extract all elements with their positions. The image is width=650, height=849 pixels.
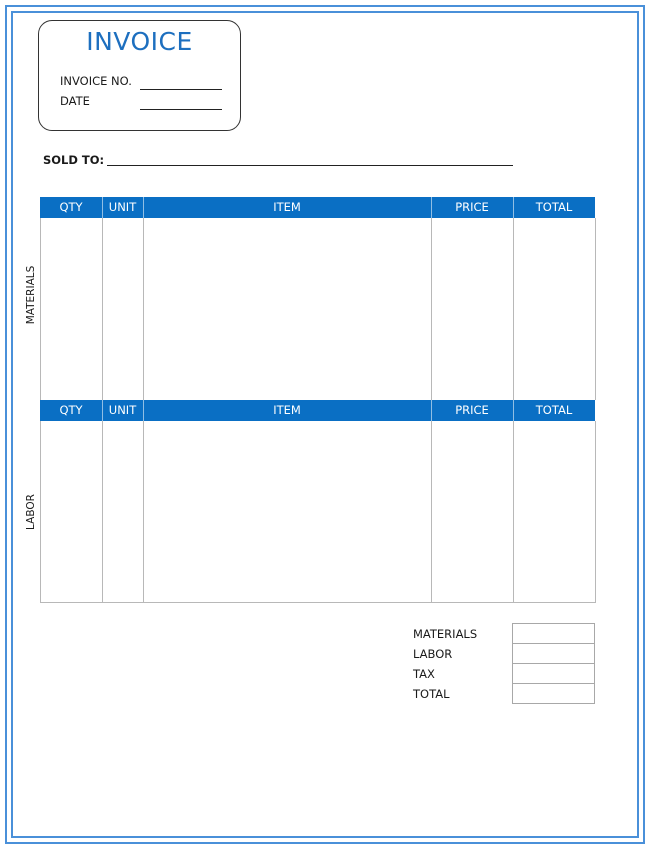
column-header-total: TOTAL [535, 200, 573, 214]
sold-to-field[interactable] [107, 165, 513, 166]
invoice-no-label: INVOICE NO. [60, 74, 132, 88]
summary-field-total[interactable] [512, 683, 595, 704]
sold-to-label: SOLD TO: [43, 153, 105, 167]
column-line [431, 218, 432, 400]
column-header-unit: UNIT [108, 200, 137, 214]
summary-label-tax: TAX [413, 667, 435, 681]
date-label: DATE [60, 94, 90, 108]
materials-section-label: MATERIALS [25, 265, 37, 325]
column-line [513, 218, 514, 400]
date-field[interactable] [140, 109, 222, 110]
column-line [102, 218, 103, 400]
column-header-price: PRICE [455, 200, 489, 214]
column-line [143, 421, 144, 603]
materials-table-header [40, 197, 595, 218]
header-separator [513, 400, 514, 421]
column-header-qty: QTY [59, 200, 83, 214]
invoice-title: INVOICE [86, 27, 193, 56]
invoice-no-field[interactable] [140, 89, 222, 90]
table-bottom-line [40, 602, 596, 603]
column-line [40, 218, 41, 400]
header-separator [431, 197, 432, 218]
column-line [40, 421, 41, 603]
column-header-unit: UNIT [108, 403, 137, 417]
materials-table [40, 197, 595, 400]
summary-field-tax[interactable] [512, 663, 595, 684]
column-line [102, 421, 103, 603]
column-line [143, 218, 144, 400]
header-separator [431, 400, 432, 421]
invoice-header-box [38, 20, 241, 131]
column-header-item: ITEM [273, 403, 301, 417]
summary-label-labor: LABOR [413, 647, 453, 661]
labor-table-header [40, 400, 595, 421]
column-header-qty: QTY [59, 403, 83, 417]
column-header-item: ITEM [273, 200, 301, 214]
column-line [595, 421, 596, 603]
header-separator [102, 197, 103, 218]
header-separator [143, 197, 144, 218]
column-header-total: TOTAL [535, 403, 573, 417]
summary-label-materials: MATERIALS [413, 627, 478, 641]
header-separator [143, 400, 144, 421]
labor-table [40, 400, 595, 603]
column-header-price: PRICE [455, 403, 489, 417]
column-line [513, 421, 514, 603]
column-line [595, 218, 596, 400]
labor-section-label: LABOR [25, 494, 37, 530]
summary-label-total: TOTAL [413, 687, 450, 701]
header-separator [513, 197, 514, 218]
header-separator [102, 400, 103, 421]
summary-field-labor[interactable] [512, 643, 595, 664]
column-line [431, 421, 432, 603]
summary-field-materials[interactable] [512, 623, 595, 644]
